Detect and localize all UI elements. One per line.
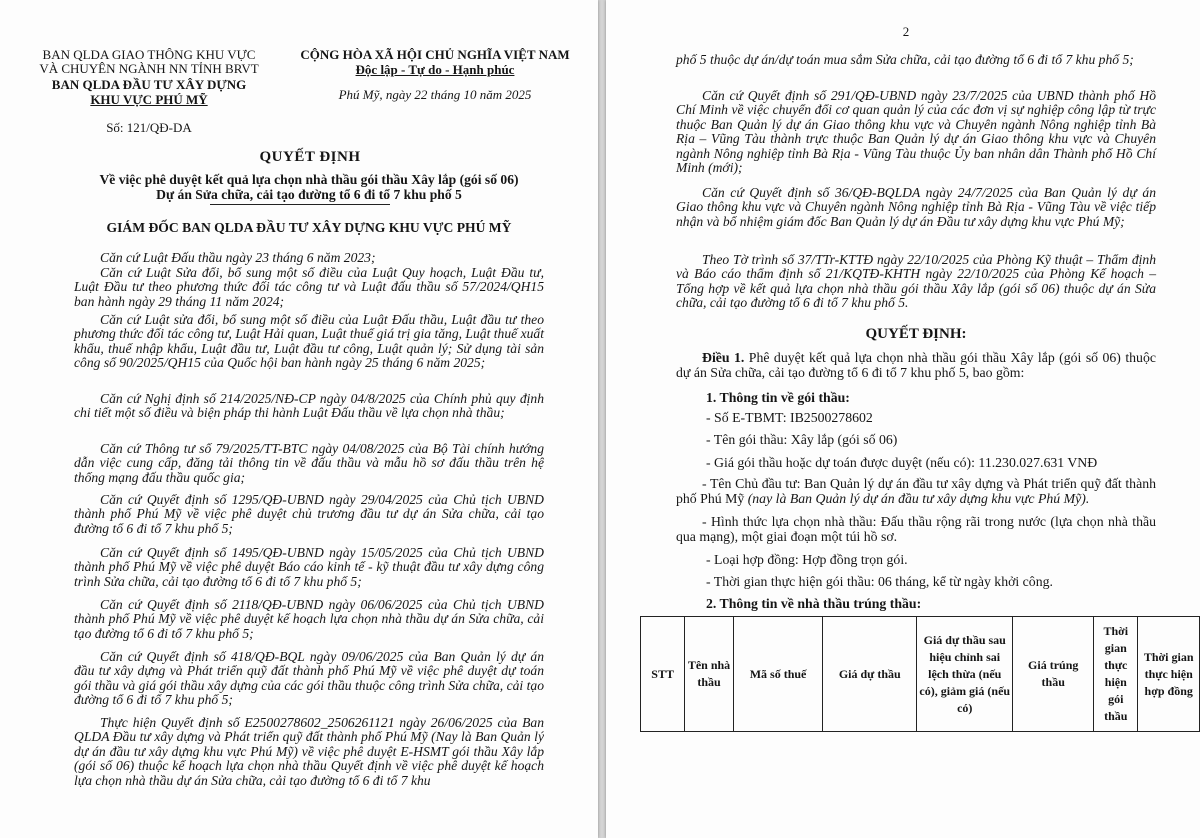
section-2-heading: 2. Thông tin về nhà thầu trúng thầu: bbox=[706, 596, 922, 611]
info-contract-type: - Loại hợp đồng: Hợp đồng trọn gói. bbox=[706, 552, 908, 567]
header-tax-code: Mã số thuế bbox=[733, 617, 823, 732]
republic-heading: CỘNG HÒA XÃ HỘI CHỦ NGHĨA VIỆT NAM bbox=[300, 47, 570, 62]
info-selection-method: - Hình thức lựa chọn nhà thầu: Đấu thầu rộng rãi trong nước (lựa chọn nhà thầu qua mạng), một giai đoạn một túi hồ sơ. bbox=[676, 514, 1156, 544]
basis-paragraph-1: Căn cứ Luật Đấu thầu ngày 23 tháng 6 năm 2023; bbox=[100, 250, 376, 265]
article-1 bbox=[676, 350, 1156, 380]
basis-paragraph-12: Căn cứ Quyết định số 36/QĐ-BQLDA ngày 24/7/2025 của Ban Quản lý dự án Giao thông khu vực và Chuyên ngành Nông nghiệp tỉnh Bà Rịa - Vũng Tàu về việc tiếp nhận và bổ nhiệm giám đốc Ban Quản lý dự án Đầu tư xây dựng khu vực Phú Mỹ; bbox=[676, 185, 1156, 229]
header-winning-price: Giá trúng thầu bbox=[1013, 617, 1094, 732]
agency-line-3: BAN QLDA ĐẦU TƯ XÂY DỰNG bbox=[51, 77, 247, 92]
place-date: Phú Mỹ, ngày 22 tháng 10 năm 2025 bbox=[338, 87, 532, 102]
basis-paragraph-6: Căn cứ Quyết định số 1295/QĐ-UBND ngày 29/04/2025 của Chủ tịch UBND thành phố Phú Mỹ về việc phê duyệt chủ trương đầu tư dự án Sửa chữa, cải tạo đường tổ 6 đi tổ 7 khu phố 5; bbox=[74, 492, 544, 536]
basis-paragraph-13: Theo Tờ trình số 37/TTr-KTTĐ ngày 22/10/2025 của Phòng Kỹ thuật – Thẩm định và Báo cáo thẩm định số 21/KQTĐ-KHTH ngày 22/10/2025 của Phòng Kế hoạch – Tổng hợp về kết quả lựa chọn nhà thầu gói thầu Xây lắp (gói số 06) thuộc dự án Sửa chữa, cải tạo đường tổ 6 đi tổ 7 khu phố 5. bbox=[676, 252, 1156, 311]
subject-underline bbox=[210, 204, 390, 205]
header-package-duration: Thời gian thực hiện gói thầu bbox=[1094, 617, 1138, 732]
info-duration: - Thời gian thực hiện gói thầu: 06 tháng, kể từ ngày khởi công. bbox=[706, 574, 1053, 589]
header-adjusted-price: Giá dự thầu sau hiệu chỉnh sai lệch thừa (nếu có), giảm giá (nếu có) bbox=[917, 617, 1013, 732]
agency-line-1: BAN QLDA GIAO THÔNG KHU VỰC bbox=[42, 47, 256, 62]
basis-paragraph-9: Căn cứ Quyết định số 418/QĐ-BQL ngày 09/06/2025 của Ban Quản lý dự án đầu tư xây dựng và Phát triển quỹ đất thành phố Phú Mỹ về việc phê duyệt dự toán gói thầu và giá gói thầu xây dựng của các gói thầu thuộc công trình Sửa chữa, cải tạo đường tổ 6 đi tổ 7 khu phố 5; bbox=[74, 649, 544, 708]
info-package-name: - Tên gói thầu: Xây lắp (gói số 06) bbox=[706, 432, 898, 447]
document-page-2 bbox=[606, 0, 1200, 838]
header-bid-price: Giá dự thầu bbox=[823, 617, 917, 732]
decision-subject-line-2: Dự án Sửa chữa, cải tạo đường tổ 6 đi tổ 7 khu phố 5 bbox=[156, 187, 462, 202]
info-investor-name: - Tên Chủ đầu tư: Ban Quản lý dự án đầu tư xây dựng và Phát triển quỹ đất thành phố Phú Mỹ bbox=[676, 476, 1156, 506]
basis-paragraph-7: Căn cứ Quyết định số 1495/QĐ-UBND ngày 15/05/2025 của Chủ tịch UBND thành phố Phú Mỹ về việc phê duyệt Báo cáo kinh tế - kỹ thuật đầu tư xây dựng công trình Sửa chữa, cải tạo đường tổ 6 đi tổ 7 khu phố 5; bbox=[74, 545, 544, 589]
basis-paragraph-10: Thực hiện Quyết định số E2500278602_2506261121 ngày 26/06/2025 của Ban QLDA Đầu tư xây dựng và Phát triển quỹ đất thành phố Phú Mỹ (Nay là Ban Quản lý dự án đầu tư xây dựng khu vực Phú Mỹ) về việc phê duyệt E-HSMT gói thầu Xây lắp (gói số 06) thuộc kế hoạch lựa chọn nhà thầu Quyết định về việc phê duyệt kế hoạch lựa chọn nhà thầu dự án Sửa chữa, cải tạo đường tổ 6 đi tổ 7 khu bbox=[74, 715, 544, 788]
authority-heading: GIÁM ĐỐC BAN QLDA ĐẦU TƯ XÂY DỰNG KHU VỰC PHÚ MỸ bbox=[106, 220, 512, 235]
section-1-heading: 1. Thông tin về gói thầu: bbox=[706, 390, 850, 405]
info-investor bbox=[676, 476, 1156, 506]
basis-paragraph-2: Căn cứ Luật Sửa đổi, bổ sung một số điều của Luật Quy hoạch, Luật Đầu tư, Luật Đầu tư theo phương thức đối tác công tư và Luật đấu thầu số 57/2024/QH15 ban hành ngày 29 tháng 11 năm 2024; bbox=[74, 265, 544, 309]
basis-paragraph-11: Căn cứ Quyết định số 291/QĐ-UBND ngày 23/7/2025 của UBND thành phố Hồ Chí Minh về việc chuyển đổi cơ quan quản lý của các đơn vị sự nghiệp công lập từ trực thuộc Ban Quản lý dự án Giao thông khu vực và Chuyên ngành Nông nghiệp tỉnh Bà Rịa – Vũng Tàu thành trực thuộc Ban Quản lý dự án Giao thông khu vực và Chuyên ngành Nông nghiệp tỉnh Bà Rịa - Vũng Tàu thuộc Ủy ban nhân dân Thành phố Hồ Chí Minh (mới); bbox=[676, 88, 1156, 176]
table-header-row bbox=[641, 617, 1200, 732]
info-investor-note: (nay là Ban Quản lý dự án đầu tư xây dựng khu vực Phú Mỹ). bbox=[747, 491, 1090, 506]
decision-subject-line-1: Về việc phê duyệt kết quả lựa chọn nhà thầu gói thầu Xây lắp (gói số 06) bbox=[99, 172, 519, 187]
agency-line-4 bbox=[22, 93, 276, 107]
motto-text: Độc lập - Tự do - Hạnh phúc bbox=[355, 62, 515, 77]
info-package-price: - Giá gói thầu hoặc dự toán được duyệt (nếu có): 11.230.027.631 VNĐ bbox=[706, 455, 1098, 470]
document-number: Số: 121/QĐ-DA bbox=[106, 120, 192, 135]
motto bbox=[300, 63, 570, 77]
basis-paragraph-8: Căn cứ Quyết định số 2118/QĐ-UBND ngày 06/06/2025 của Chủ tịch UBND thành phố Phú Mỹ về việc phê duyệt kế hoạch lựa chọn nhà thầu dự án Sửa chữa, cải tạo đường tổ 6 đi tổ 7 khu phố 5; bbox=[74, 597, 544, 641]
article-1-text: Phê duyệt kết quả lựa chọn nhà thầu gói thầu Xây lắp (gói số 06) thuộc dự án Sửa chữa, cải tạo đường tổ 6 đi tổ 7 khu phố 5, bao gồm: bbox=[676, 350, 1156, 380]
agency-line-2: VÀ CHUYÊN NGÀNH NN TỈNH BRVT bbox=[39, 61, 259, 76]
header-contract-duration: Thời gian thực hiện hợp đồng bbox=[1138, 617, 1200, 732]
header-contractor-name: Tên nhà thầu bbox=[685, 617, 734, 732]
page-number: 2 bbox=[902, 24, 910, 39]
article-1-label: Điều 1. bbox=[702, 350, 745, 365]
basis-paragraph-4: Căn cứ Nghị định số 214/2025/NĐ-CP ngày 04/8/2025 của Chính phủ quy định chi tiết một số điều và biện pháp thi hành Luật Đấu thầu về lựa chọn nhà thầu; bbox=[74, 391, 544, 421]
winning-contractor-table bbox=[640, 616, 1200, 732]
header-stt: STT bbox=[641, 617, 685, 732]
decide-title: QUYẾT ĐỊNH: bbox=[865, 326, 967, 342]
info-tbmt: - Số E-TBMT: IB2500278602 bbox=[706, 410, 873, 425]
document-page-1 bbox=[0, 0, 598, 838]
basis-paragraph-5: Căn cứ Thông tư số 79/2025/TT-BTC ngày 04/08/2025 của Bộ Tài chính hướng dẫn việc cung cấp, đăng tải thông tin về đấu thầu và mẫu hồ sơ đấu thầu trên hệ thống mạng đấu thầu quốc gia; bbox=[74, 441, 544, 485]
agency-name: KHU VỰC PHÚ MỸ bbox=[90, 92, 208, 107]
basis-continuation: phố 5 thuộc dự án/dự toán mua sắm Sửa chữa, cải tạo đường tổ 6 đi tổ 7 khu phố 5; bbox=[676, 52, 1134, 67]
basis-paragraph-3: Căn cứ Luật sửa đổi, bổ sung một số điều của Luật Đấu thầu, Luật đầu tư theo phương thức đối tác công tư, Luật Hải quan, Luật thuế giá trị gia tăng, Luật thuế xuất khẩu, thuế nhập khẩu, Luật đầu tư, Luật đầu tư công, Luật quản lý; Sử dụng tài sản công số 90/2025/QH15 của Quốc hội ban hành ngày 25 tháng 6 năm 2025; bbox=[74, 312, 544, 371]
decision-title: QUYẾT ĐỊNH bbox=[259, 149, 361, 165]
